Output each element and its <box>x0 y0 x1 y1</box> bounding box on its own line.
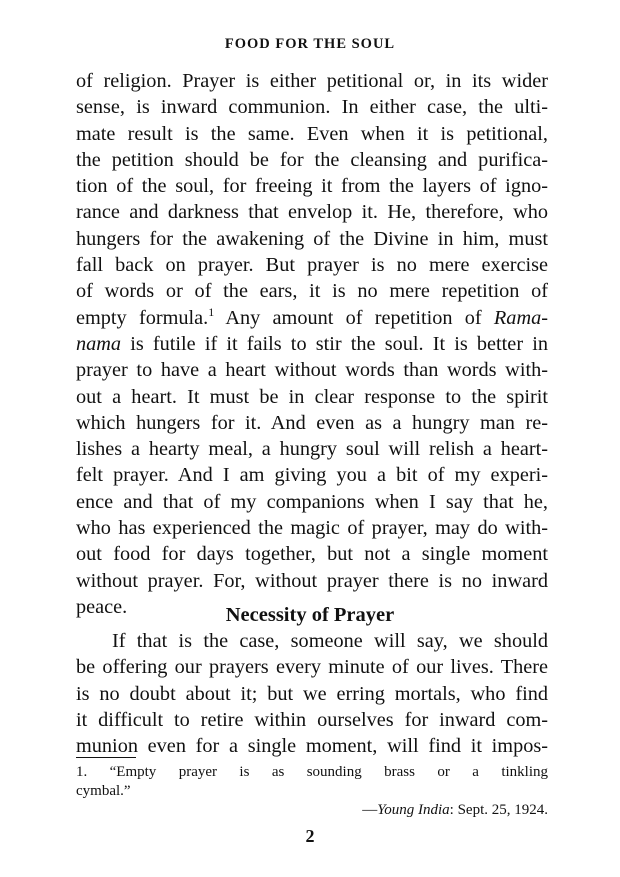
text-line: prayer to have a heart without words than words with- <box>76 359 548 382</box>
text-fragment: Any amount of repetition of <box>214 306 494 329</box>
source-title: Young India <box>377 802 450 818</box>
footnote-source <box>362 802 548 819</box>
text-line-with-italic <box>76 331 548 357</box>
text-line: tion of the soul, for freeing it from the layers of igno- <box>76 175 548 198</box>
footnote-divider <box>76 757 136 758</box>
italic-term: nama <box>76 332 122 355</box>
text-line: of religion. Prayer is either petitional or, in its wider <box>76 70 548 92</box>
text-line: munion even for a single moment, will find it impos- <box>76 735 548 758</box>
text-line: which hungers for it. And even as a hungry man re- <box>76 411 548 434</box>
text-fragment: empty formula. <box>76 306 209 329</box>
text-line: hungers for the awakening of the Divine in him, must <box>76 227 548 250</box>
text-line: out a heart. It must be in clear response to the spirit <box>76 385 548 408</box>
section-heading: Necessity of Prayer <box>225 604 395 626</box>
page-number: 2 <box>305 826 315 846</box>
text-line: If that is the case, someone will say, we should <box>112 630 548 652</box>
text-line: is no doubt about it; but we erring mortals, who find <box>76 682 548 705</box>
text-line-with-note <box>76 305 548 331</box>
paragraph-2 <box>76 628 548 759</box>
source-dash: — <box>362 802 378 818</box>
text-line: felt prayer. And I am giving you a bit of my experi- <box>76 464 548 487</box>
footnote-marker: 1 <box>208 304 215 319</box>
text-line: ence and that of my companions when I say that he, <box>76 490 548 513</box>
text-fragment: is futile if it fails to stir the soul. It is better in <box>130 332 548 355</box>
text-line: lishes a hearty meal, a hungry soul will relish a heart- <box>76 438 548 461</box>
paragraph-1 <box>76 68 548 620</box>
text-line: the petition should be for the cleansing and purifica- <box>76 148 548 171</box>
footnote-line: cymbal.” <box>76 783 131 799</box>
text-line: be offering our prayers every minute of our lives. There <box>76 656 548 679</box>
text-line: peace. <box>76 595 128 618</box>
text-line: rance and darkness that envelop it. He, therefore, who <box>76 201 548 224</box>
text-line: out food for days together, but not a single moment <box>76 543 548 566</box>
text-line: without prayer. For, without prayer there is no inward <box>76 569 548 592</box>
text-line: it difficult to retire within ourselves for inward com- <box>76 708 548 731</box>
text-line: sense, is inward communion. In either case, the ulti- <box>76 96 548 119</box>
italic-term: Rama- <box>493 306 548 329</box>
footnote-line: 1. “Empty prayer is as sounding brass or a tinkling <box>76 764 548 780</box>
text-line: who has experienced the magic of prayer, may do with- <box>76 517 548 540</box>
text-line: of words or of the ears, it is no mere repetition of <box>76 280 548 303</box>
text-line: fall back on prayer. But prayer is no mere exercise <box>76 254 548 277</box>
text-line: mate result is the same. Even when it is petitional, <box>76 122 548 145</box>
footnote <box>76 763 548 801</box>
source-date: : Sept. 25, 1924. <box>449 802 548 818</box>
running-title: FOOD FOR THE SOUL <box>224 36 396 52</box>
